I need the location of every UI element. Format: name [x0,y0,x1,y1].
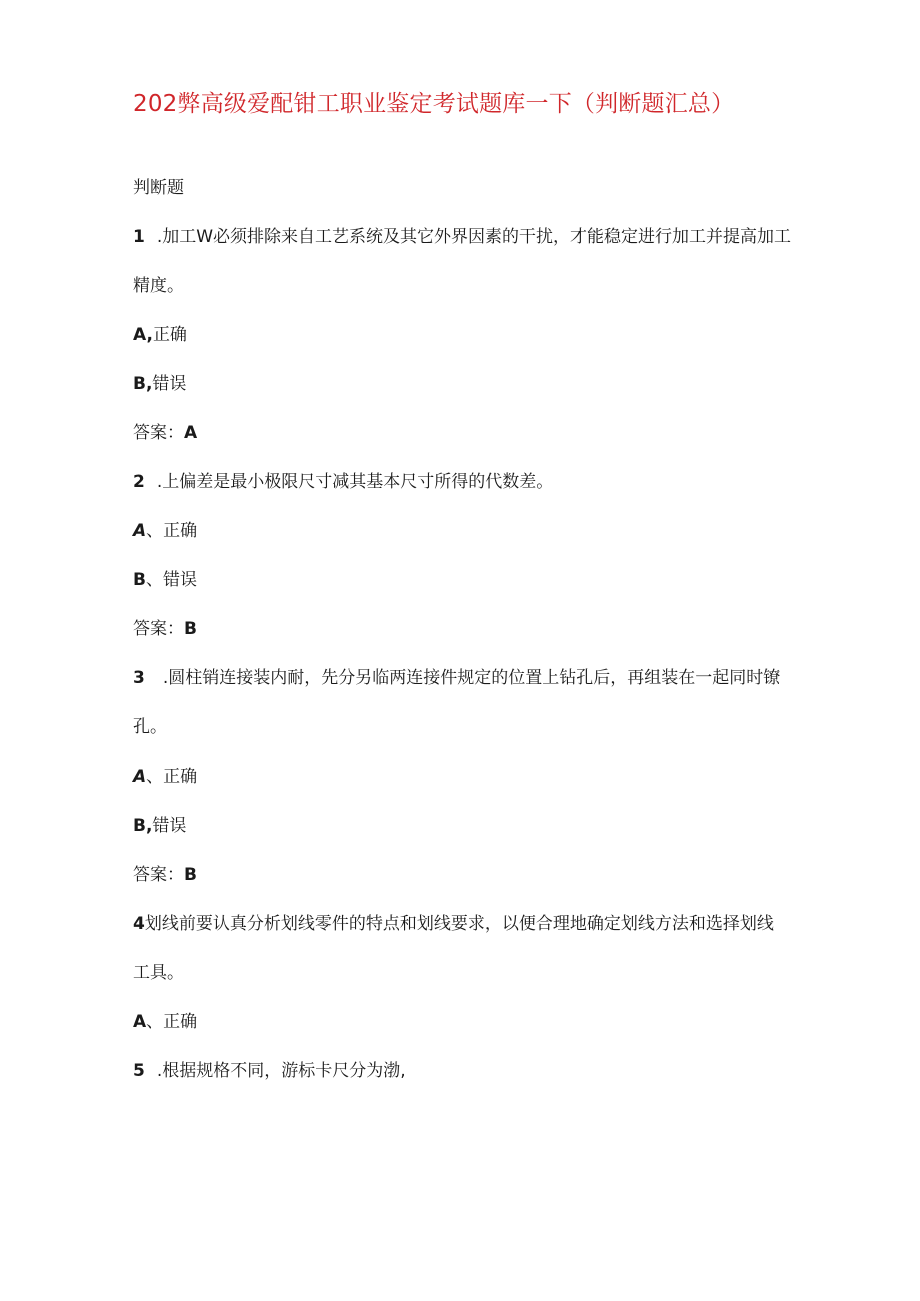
question-1-answer [133,420,197,446]
answer-label: 答案： [133,423,184,443]
question-number: 4 [133,914,145,934]
option-letter: A [133,1012,147,1032]
question-4-continued: 工具。 [133,963,184,983]
answer-value: B [184,619,197,639]
question-1 [133,224,791,250]
question-2-answer [133,616,197,642]
option-text: 错误 [152,816,187,836]
question-2-option-a [133,518,197,544]
question-3 [133,665,780,691]
question-number: 2 [133,472,145,492]
question-text: .根据规格不同，游标卡尺分为渤, [156,1061,406,1081]
option-letter: A [133,521,147,541]
question-1-option-a [133,322,187,348]
option-text: 、错误 [145,570,197,590]
question-3-option-a [133,764,197,790]
answer-label: 答案： [133,619,184,639]
option-text: 错误 [152,374,187,394]
question-3-continued: 孔。 [133,717,167,737]
option-text: 正确 [152,325,187,345]
question-3-answer [133,862,197,888]
option-letter: A, [133,325,153,345]
option-text: 、正确 [146,1012,198,1032]
answer-value: B [184,865,197,885]
question-text: .加工W必须排除来自工艺系统及其它外界因素的干扰，才能稳定进行加工并提高加工 [156,227,792,247]
question-4-option-a [133,1009,197,1035]
question-text: .上偏差是最小极限尺寸减其基本尺寸所得的代数差。 [156,472,554,492]
option-text: 、正确 [146,521,198,541]
document-title: 202弊高级爱配钳工职业鉴定考试题库一下（判断题汇总） [133,91,735,117]
question-1-continued: 精度。 [133,276,184,296]
question-2 [133,469,553,495]
question-5 [133,1058,406,1084]
option-letter: A [133,767,147,787]
option-letter: B, [133,816,153,836]
question-number: 3 [133,668,145,688]
question-text: .圆柱销连接装内耐，先分另临两连接件规定的位置上钻孔后，再组装在一起同时镣 [162,668,781,688]
question-1-option-b [133,371,186,397]
question-3-option-b [133,813,186,839]
option-text: 、正确 [146,767,198,787]
question-text: 划线前要认真分析划线零件的特点和划线要求，以便合理地确定划线方法和选择划线 [144,914,774,934]
option-letter: B [133,570,146,590]
answer-label: 答案： [133,865,184,885]
section-heading: 判断题 [133,178,184,198]
question-number: 1 [133,227,145,247]
option-letter: B, [133,374,153,394]
answer-value: A [184,423,198,443]
question-2-option-b [133,567,197,593]
question-number: 5 [133,1061,145,1081]
question-4 [133,911,774,937]
